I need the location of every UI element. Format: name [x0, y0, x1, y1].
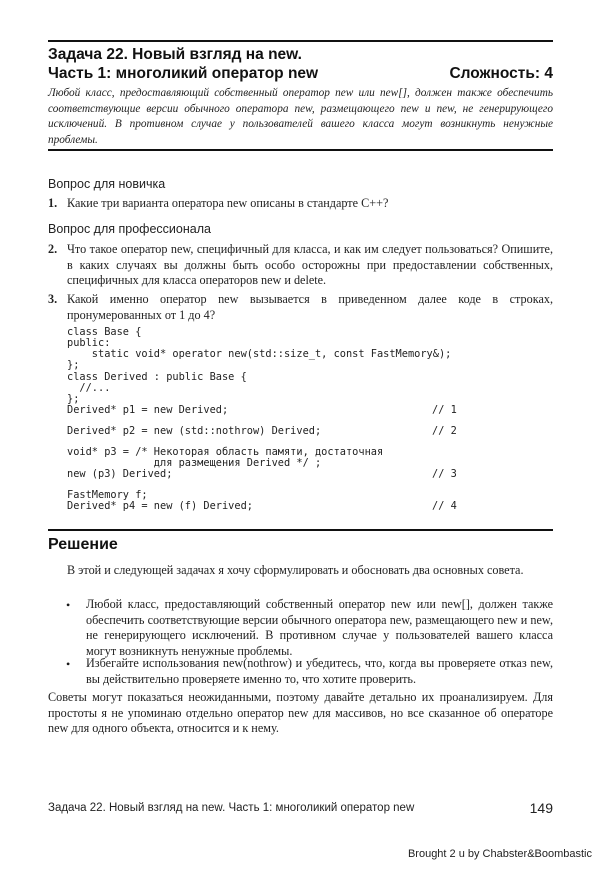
question-text: Какой именно оператор new вызывается в приведенном далее коде в строках, пронумерованных от 1 до 4?: [67, 292, 553, 322]
question-number: 2.: [48, 242, 58, 256]
solution-conclusion: Советы могут показаться неожиданными, поэтому давайте детально их проанализируем. Для простоты я не упоминаю отдельно оператор new для массивов, но все сказанное об операторе new для одного объекта, относится и к нему.: [48, 690, 553, 735]
beginner-question-heading: Вопрос для новичка: [48, 177, 166, 191]
solution-bullet-1: Любой класс, предоставляющий собственный оператор new или new[], должен также обеспечить соответствующие версии обычного оператора new, размещающего new и new, не генерирующего исключений. В противном случае у пользователей вашего класса могут возникнуть ненужные проблемы.: [86, 597, 553, 658]
question-1: [48, 196, 553, 212]
code-line: Derived* p2 = new (std::nothrow) Derived;: [67, 425, 322, 437]
page-title: Задача 22. Новый взгляд на new.: [48, 46, 302, 63]
top-rule: [48, 40, 553, 42]
solution-rule: [48, 529, 553, 531]
question-text: Что такое оператор new, специфичный для класса, и как им следует пользоваться? Опишите, в каких случаях вы должны быть особо осторожны при предоставлении собственных, специфичных для класса операторов new и delete.: [67, 242, 553, 287]
code-listing: [67, 326, 487, 516]
running-footer-title: Задача 22. Новый взгляд на new. Часть 1: многоликий оператор new: [48, 802, 415, 814]
code-line: public:: [67, 337, 111, 349]
code-line: //...: [67, 382, 111, 394]
code-comment: // 1: [432, 404, 457, 416]
question-2: [48, 242, 553, 290]
code-line: FastMemory f;: [67, 489, 148, 501]
code-line: void* p3 = /* Некоторая область памяти, достаточная: [67, 446, 384, 458]
question-3: [48, 292, 553, 324]
code-line: };: [67, 359, 80, 371]
code-line: Derived* p1 = new Derived;: [67, 404, 229, 416]
solution-intro: В этой и следующей задачах я хочу сформулировать и обосновать два основных совета.: [67, 563, 524, 577]
code-comment: // 4: [432, 500, 457, 512]
code-line: new (p3) Derived;: [67, 468, 173, 480]
page-subtitle: Часть 1: многоликий оператор new: [48, 65, 319, 82]
problem-intro: Любой класс, предоставляющий собственный оператор new или new[], должен также обеспечить соответствующие версии обычного оператора new, размещающего new и new, не генерирующего исключений. В противном случае у пользователей вашего класса могут возникнуть ненужные проблемы.: [48, 87, 553, 146]
page-number: 149: [529, 800, 553, 816]
code-line: Derived* p4 = new (f) Derived;: [67, 500, 253, 512]
code-line: для размещения Derived */ ;: [67, 457, 322, 469]
bullet-icon: •: [66, 657, 71, 671]
code-line: class Derived : public Base {: [67, 371, 247, 383]
pro-question-heading: Вопрос для профессионала: [48, 222, 211, 236]
difficulty-label: Сложность: 4: [449, 65, 553, 82]
code-line: class Base {: [67, 326, 142, 338]
bullet-icon: •: [66, 598, 71, 612]
question-number: 3.: [48, 292, 58, 306]
code-comment: // 2: [432, 425, 457, 437]
code-line: };: [67, 393, 80, 405]
code-comment: // 3: [432, 468, 457, 480]
intro-bottom-rule: [48, 149, 553, 151]
credit-text: Brought 2 u by Chabster&Boombastic: [407, 848, 592, 860]
solution-heading: Решение: [48, 536, 118, 553]
code-line: static void* operator new(std::size_t, const FastMemory&);: [67, 348, 452, 360]
question-number: 1.: [48, 196, 58, 210]
question-text: Какие три варианта оператора new описаны в стандарте C++?: [67, 196, 389, 210]
solution-bullet-2: Избегайте использования new(nothrow) и убедитесь, что, когда вы проверяете отказ new, вы действительно проверяете именно то, что хотите проверить.: [86, 656, 553, 686]
